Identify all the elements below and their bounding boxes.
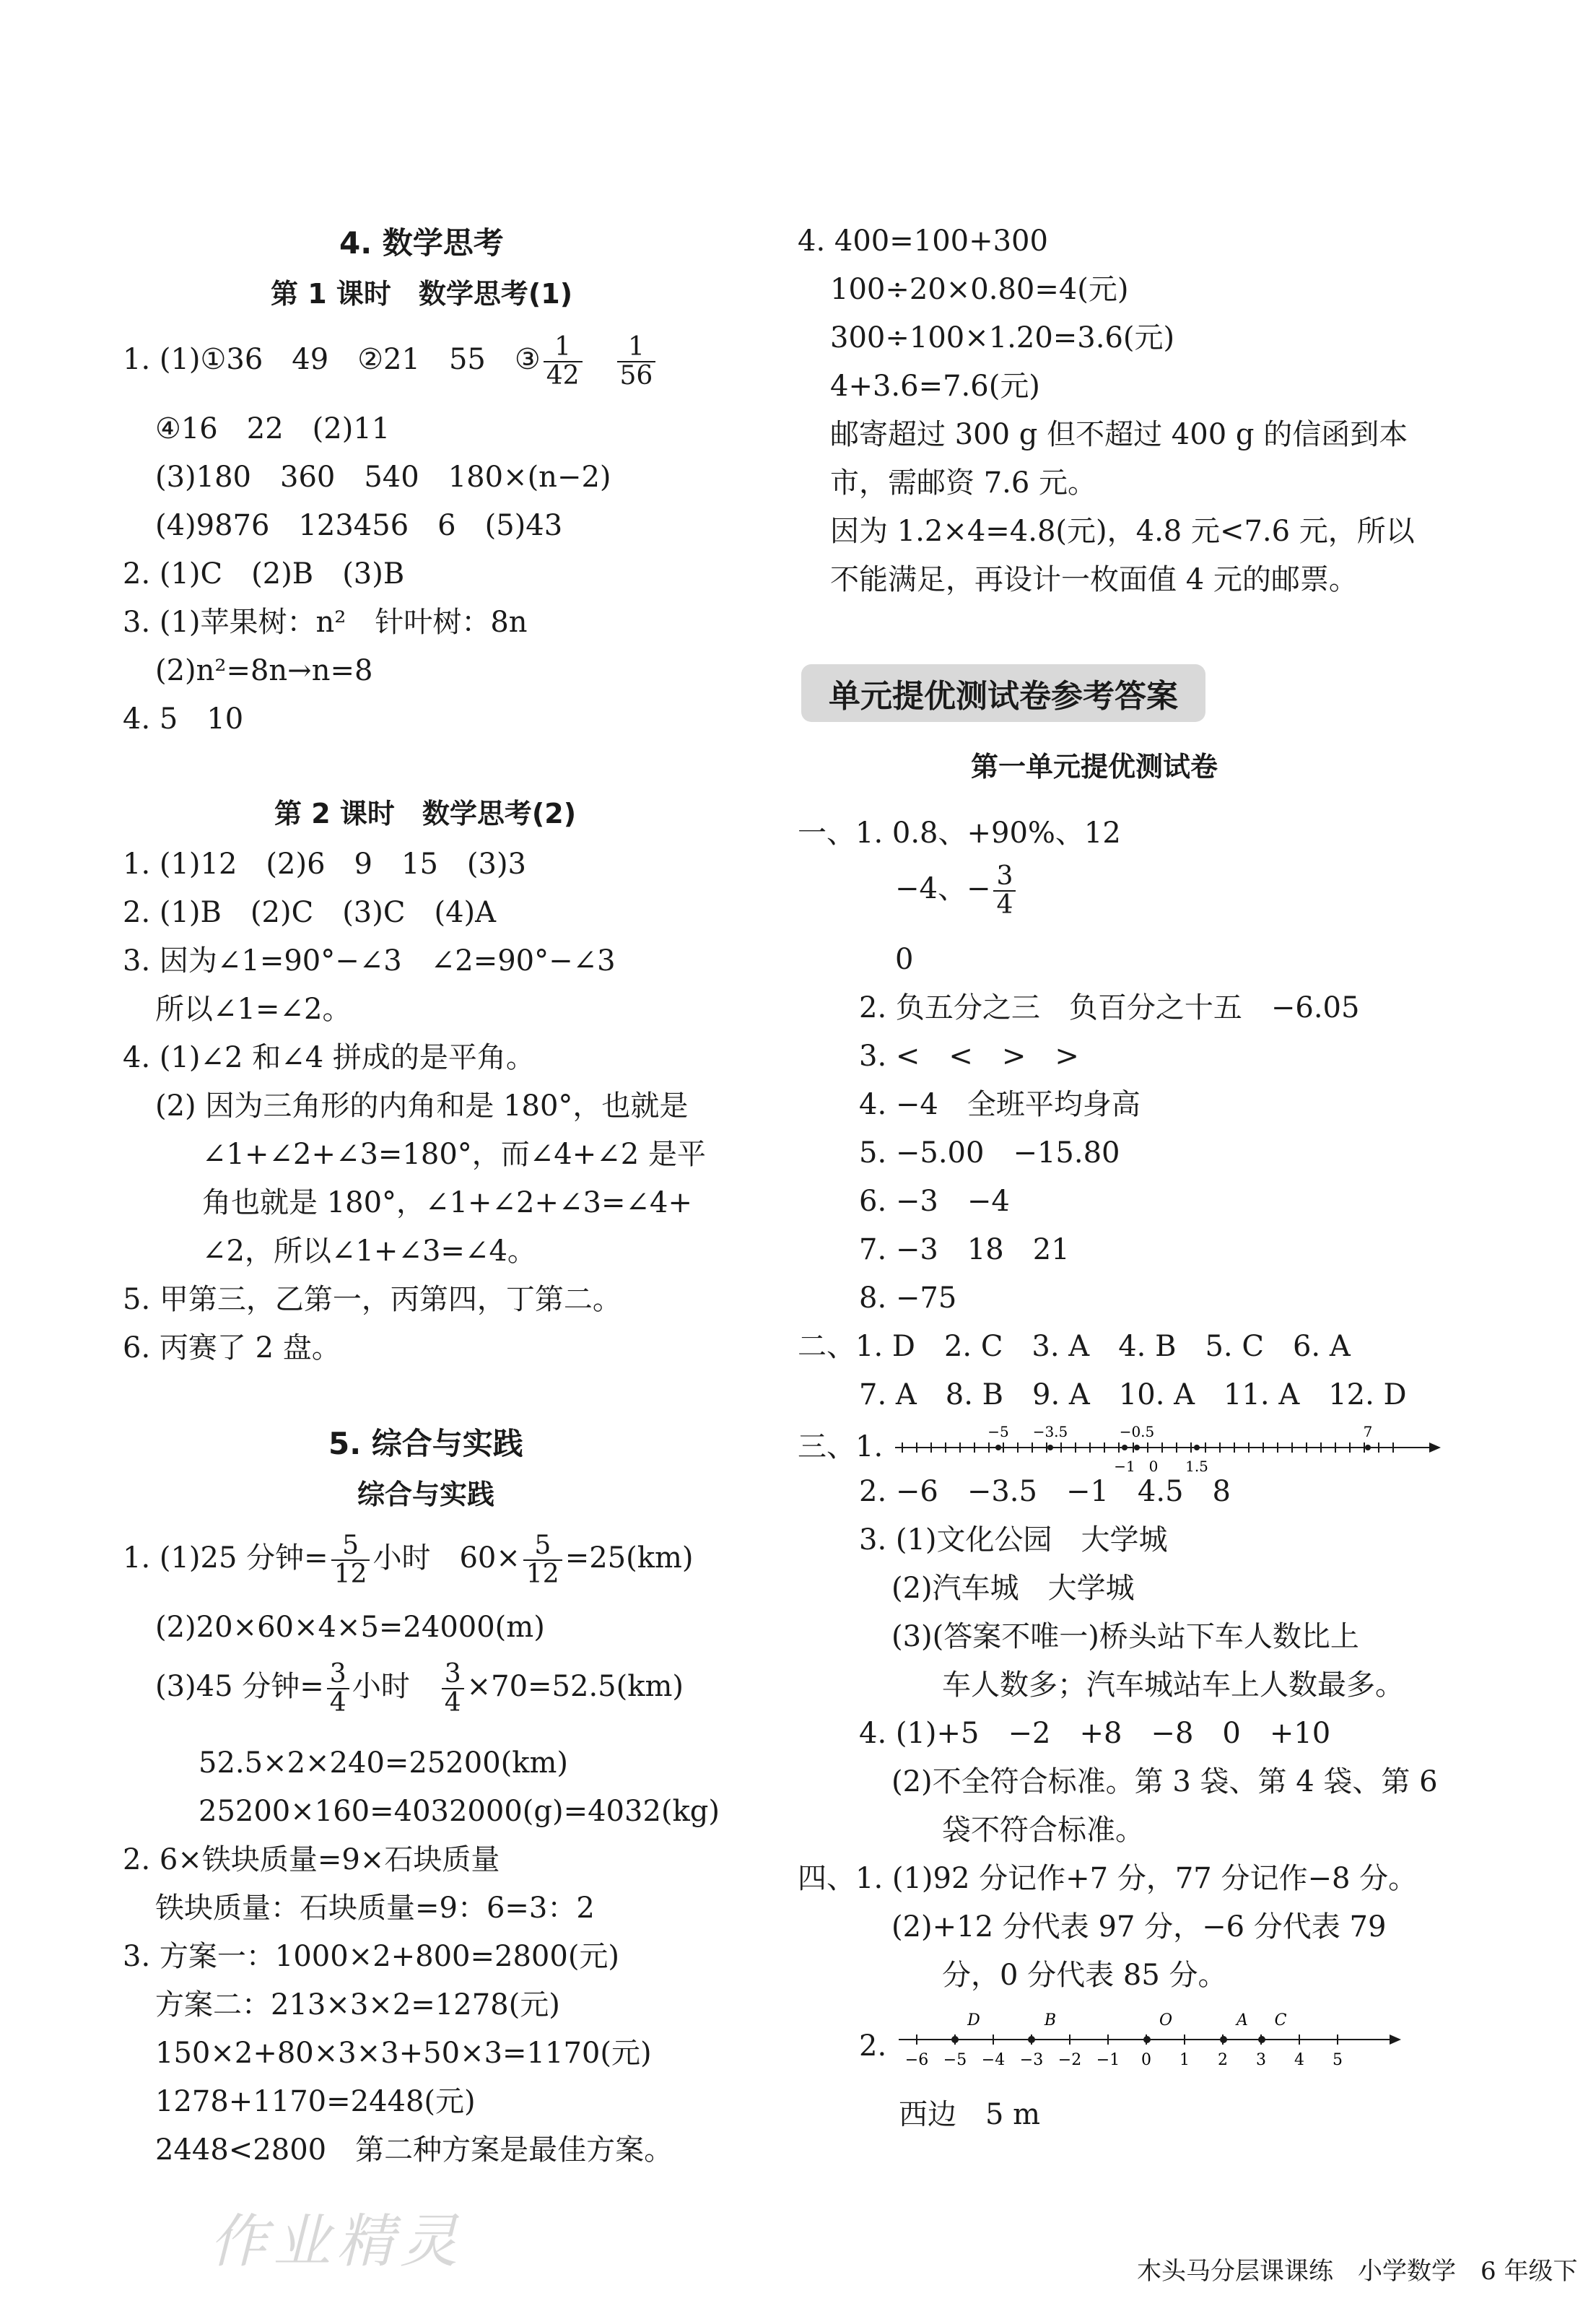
unit-1-title: 第一单元提优测试卷 <box>971 751 1218 783</box>
s5-q3b: 方案二：213×3×2=1278(元) <box>155 1988 560 2021</box>
u1-d1c: 分，0 分代表 85 分。 <box>942 1959 1227 1992</box>
nl2-tick-label: 3 <box>1256 2051 1266 2069</box>
section-4-title: 4. 数学思考 <box>339 225 504 261</box>
u1-c4c: 袋不符合标准。 <box>942 1814 1144 1847</box>
l1-line-4: (4)9876 123456 6 (5)43 <box>155 509 563 542</box>
l2-line-8: 角也就是 180°，∠1+∠2+∠3=∠4+ <box>202 1186 692 1219</box>
r-top-6: 市，需邮资 7.6 元。 <box>830 466 1097 500</box>
u1-a8: 8. −75 <box>859 1281 957 1315</box>
r-top-4: 4+3.6=7.6(元) <box>830 370 1040 403</box>
watermark: 作业精灵 <box>209 2208 463 2275</box>
lesson-2-title: 第 2 课时 数学思考(2) <box>274 798 577 830</box>
nl2-tick-label: −5 <box>943 2051 967 2069</box>
nl2-point <box>1143 2036 1151 2043</box>
s5-q3c: 150×2+80×3×3+50×3=1170(元) <box>155 2037 652 2070</box>
number-line-2 <box>899 2003 1404 2076</box>
l1-line-3: (3)180 360 540 180×(n−2) <box>155 461 611 494</box>
page-footer: 木头马分层课课练 小学数学 6 年级下 <box>1137 2257 1578 2286</box>
s5-q3d: 1278+1170=2448(元) <box>155 2085 476 2118</box>
nl2-tick-label: 0 <box>1141 2051 1151 2069</box>
nl1-point <box>1047 1445 1053 1450</box>
u1-b1: 二、1. D 2. C 3. A 4. B 5. C 6. A <box>798 1330 1351 1363</box>
nl1-label-7: 7 <box>1363 1423 1373 1440</box>
l2-line-1: 1. (1)12 (2)6 9 15 (3)3 <box>123 848 527 881</box>
u1-c4b: (2)不全符合标准。第 3 袋、第 4 袋、第 6 <box>891 1765 1438 1798</box>
u1-c3a: 3. (1)文化公园 大学城 <box>859 1523 1168 1557</box>
r-top-8: 不能满足，再设计一枚面值 4 元的邮票。 <box>830 563 1358 596</box>
u1-a7: 7. −3 18 21 <box>859 1233 1070 1266</box>
nl1-point <box>1134 1445 1140 1450</box>
nl2-tick-label: 5 <box>1333 2051 1343 2069</box>
l2-line-11: 6. 丙赛了 2 盘。 <box>123 1331 341 1365</box>
s5-q1e: 25200×160=4032000(g)=4032(kg) <box>199 1795 720 1828</box>
nl2-point-B: B <box>1044 2011 1057 2029</box>
nl2-tick-label: −3 <box>1019 2051 1044 2069</box>
s5-q2b: 铁块质量：石块质量=9：6=3：2 <box>155 1892 595 1925</box>
u1-a1: 一、1. 0.8、+90%、12 <box>798 817 1121 850</box>
u1-a1b: −4、− $\frac{3}{4}$ <box>895 863 1019 919</box>
nl2-point-O: O <box>1159 2011 1173 2029</box>
nl1-label-neg1: −1 <box>1114 1458 1135 1475</box>
u1-d1a: 四、1. (1)92 分记作+7 分，77 分记作−8 分。 <box>798 1862 1418 1895</box>
nl1-label-1-5: 1.5 <box>1185 1458 1208 1475</box>
lesson-1-title: 第 1 课时 数学思考(1) <box>271 278 573 310</box>
nl1-label-neg3-5: −3.5 <box>1032 1423 1068 1440</box>
l2-line-4: 所以∠1=∠2。 <box>155 993 352 1026</box>
r-top-5: 邮寄超过 300 g 但不超过 400 g 的信函到本 <box>830 418 1408 451</box>
nl2-tick-label: −4 <box>981 2051 1006 2069</box>
number-line-1 <box>895 1415 1444 1480</box>
nl1-point <box>1122 1445 1128 1450</box>
nl2-point <box>951 2036 959 2043</box>
u1-c4a: 4. (1)+5 −2 +8 −8 0 +10 <box>859 1717 1331 1750</box>
l2-line-6: (2) 因为三角形的内角和是 180°，也就是 <box>155 1089 689 1123</box>
s5-q1b: (2)20×60×4×5=24000(m) <box>155 1611 545 1644</box>
l2-line-3: 3. 因为∠1=90°−∠3 ∠2=90°−∠3 <box>123 944 616 978</box>
u1-c2: 2. −6 −3.5 −1 4.5 8 <box>859 1475 1231 1508</box>
u1-a3: 3. < < > > <box>859 1040 1079 1073</box>
u1-c3d: 车人数多；汽车城站车上人数最多。 <box>942 1668 1404 1702</box>
r-top-1: 4. 400=100+300 <box>798 225 1048 258</box>
u1-a6: 6. −3 −4 <box>859 1185 1010 1218</box>
u1-c3b: (2)汽车城 大学城 <box>891 1572 1135 1605</box>
section-5-title: 5. 综合与实践 <box>328 1426 523 1461</box>
l2-line-9: ∠2，所以∠1+∠3=∠4。 <box>202 1235 536 1268</box>
u1-d2-answer: 西边 5 m <box>899 2098 1041 2131</box>
nl2-point <box>1028 2036 1035 2043</box>
nl1-label-neg5: −5 <box>987 1423 1009 1440</box>
s5-q1a: 1. (1)25 分钟= $\frac{5}{12}$ 小时 60× $\frac{5}{12}$ =25(km) <box>123 1531 694 1589</box>
r-top-3: 300÷100×1.20=3.6(元) <box>830 321 1175 354</box>
u1-a2: 2. 负五分之三 负百分之十五 −6.05 <box>859 991 1360 1024</box>
u1-b2: 7. A 8. B 9. A 10. A 11. A 12. D <box>859 1378 1407 1411</box>
nl2-point-A: A <box>1237 2011 1248 2029</box>
nl2-point-C: C <box>1274 2011 1287 2029</box>
nl1-point <box>1365 1445 1371 1450</box>
nl1-label-neg0-5: −0.5 <box>1119 1423 1155 1440</box>
u1-a4: 4. −4 全班平均身高 <box>859 1088 1141 1121</box>
s5-q3e: 2448<2800 第二种方案是最佳方案。 <box>155 2133 673 2167</box>
l2-line-10: 5. 甲第三，乙第一，丙第四，丁第二。 <box>123 1283 622 1316</box>
nl2-point <box>1220 2036 1227 2043</box>
l1-line-2: ④16 22 (2)11 <box>155 412 391 445</box>
nl2-tick-label: 1 <box>1179 2051 1190 2069</box>
l2-line-7: ∠1+∠2+∠3=180°，而∠4+∠2 是平 <box>202 1138 706 1171</box>
section-5-subtitle: 综合与实践 <box>357 1479 495 1510</box>
answers-banner: 单元提优测试卷参考答案 <box>801 664 1205 722</box>
fraction: $\frac{1}{42}$ <box>544 334 583 390</box>
u1-d1b: (2)+12 分代表 97 分，−6 分代表 79 <box>891 1910 1387 1944</box>
s5-q1c: (3)45 分钟= $\frac{3}{4}$ 小时 $\frac{3}{4}$ ×70=52.5(km) <box>155 1659 684 1718</box>
u1-a5: 5. −5.00 −15.80 <box>859 1136 1120 1170</box>
l1-line-7: (2)n²=8n→n=8 <box>155 654 373 687</box>
nl2-point-D: D <box>967 2011 980 2029</box>
l1-line-6: 3. (1)苹果树：n² 针叶树：8n <box>123 606 528 639</box>
u1-a1c: 0 <box>895 943 914 976</box>
nl2-tick-label: −2 <box>1057 2051 1082 2069</box>
s5-q1d: 52.5×2×240=25200(km) <box>199 1746 569 1780</box>
r-top-7: 因为 1.2×4=4.8(元)，4.8 元<7.6 元，所以 <box>830 515 1415 548</box>
nl2-tick-label: −1 <box>1096 2051 1120 2069</box>
nl2-tick-label: 4 <box>1294 2051 1304 2069</box>
l2-line-2: 2. (1)B (2)C (3)C (4)A <box>123 896 497 929</box>
u1-d2: 2. <box>859 2029 887 2063</box>
u1-c1: 三、1. <box>798 1430 884 1463</box>
nl2-tick-label: 2 <box>1218 2051 1228 2069</box>
nl1-point <box>1194 1445 1200 1450</box>
fraction: $\frac{1}{56}$ <box>617 334 656 390</box>
nl1-label-0: 0 <box>1148 1458 1159 1475</box>
nl1-point <box>995 1445 1001 1450</box>
nl2-tick-label: −6 <box>904 2051 929 2069</box>
s5-q3a: 3. 方案一：1000×2+800=2800(元) <box>123 1940 620 1973</box>
l1-line-8: 4. 5 10 <box>123 702 244 736</box>
l1-line-5: 2. (1)C (2)B (3)B <box>123 557 405 591</box>
u1-c3c: (3)(答案不唯一)桥头站下车人数比上 <box>891 1620 1359 1653</box>
l2-line-5: 4. (1)∠2 和∠4 拼成的是平角。 <box>123 1041 535 1074</box>
s5-q2a: 2. 6×铁块质量=9×石块质量 <box>123 1843 500 1876</box>
r-top-2: 100÷20×0.80=4(元) <box>830 273 1129 306</box>
l1-line-1: 1. (1)①36 49 ②21 55 ③ $\frac{1}{42}$ $\frac{1}{56}$ <box>123 334 658 390</box>
nl2-point <box>1258 2036 1265 2043</box>
